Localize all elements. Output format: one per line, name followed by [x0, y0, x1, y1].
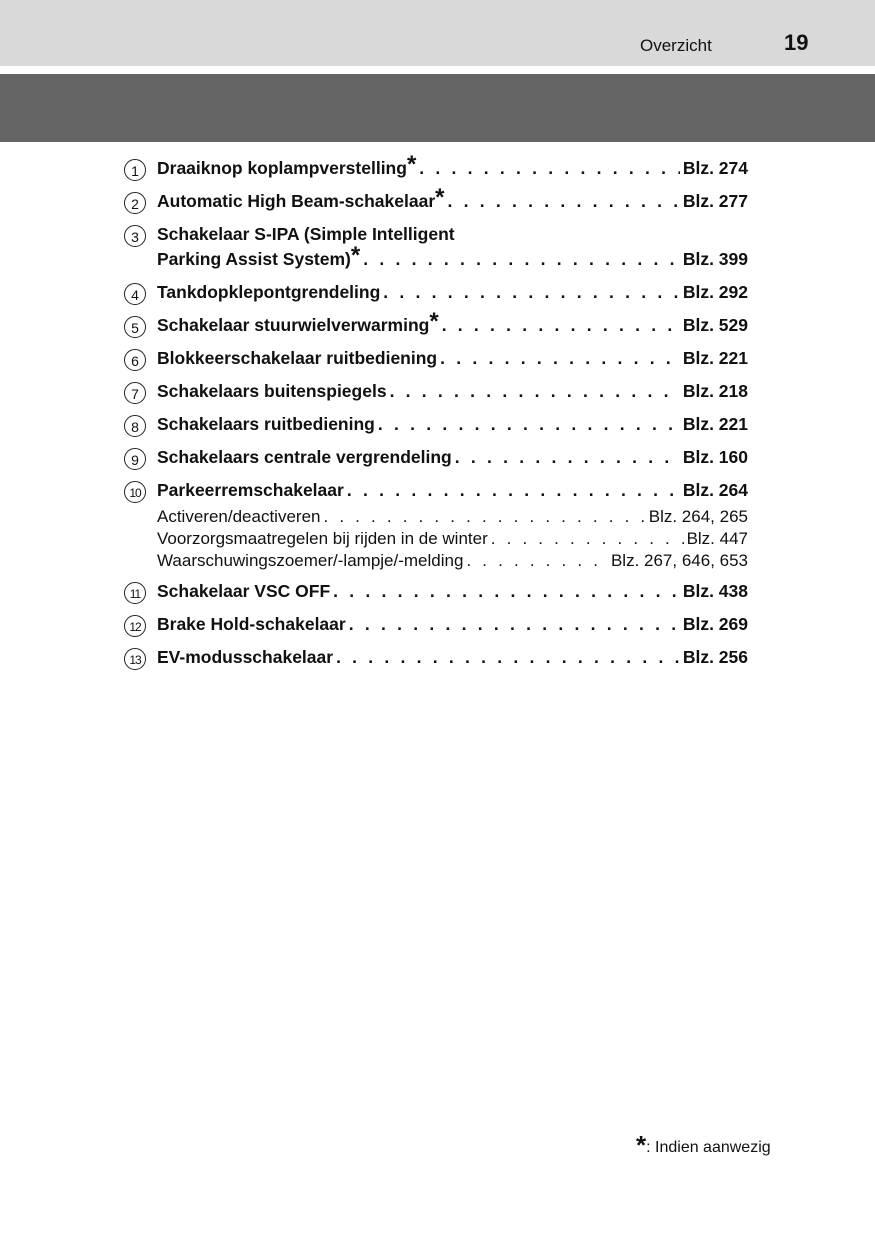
leader-dots [491, 529, 684, 549]
item-number-badge: 7 [124, 382, 146, 404]
leader-dots [378, 414, 680, 435]
sub-page-reference: Blz. 264, 265 [648, 507, 748, 526]
entry-title-line2: Parking Assist System) [157, 249, 351, 269]
page-reference: Blz. 292 [682, 282, 748, 302]
leader-dots [349, 614, 680, 635]
leader-dots [466, 551, 608, 571]
page-reference: Blz. 529 [682, 315, 748, 335]
item-number-badge: 10 [124, 481, 146, 503]
section-title: Overzicht [640, 36, 712, 55]
item-number-badge: 8 [124, 415, 146, 437]
entry-title: Tankdopklepontgrendeling [157, 282, 381, 302]
page-reference: Blz. 221 [682, 414, 748, 434]
leader-dots [419, 158, 680, 179]
entry-title: EV-modusschakelaar [157, 647, 334, 667]
sub-entry [157, 551, 748, 571]
leader-dots [455, 447, 680, 468]
entry-title: Draaiknop koplampverstelling [157, 158, 407, 178]
entry-title: Brake Hold-schakelaar [157, 614, 346, 634]
item-number-badge: 12 [124, 615, 146, 637]
page-reference: Blz. 218 [682, 381, 748, 401]
page-reference: Blz. 221 [682, 348, 748, 368]
entry-title: Schakelaar stuurwielverwarming [157, 315, 430, 335]
page-reference: Blz. 277 [682, 191, 748, 211]
leader-dots [323, 507, 645, 527]
entry-title-line1: Schakelaar S-IPA (Simple Intelligent [157, 224, 455, 244]
sub-entry-title: Voorzorgsmaatregelen bij rijden in de winter [157, 529, 488, 548]
leader-dots [390, 381, 680, 402]
leader-dots [383, 282, 680, 303]
leader-dots [440, 348, 680, 369]
entry-title: Schakelaar VSC OFF [157, 581, 331, 601]
page-reference: Blz. 264 [682, 480, 748, 500]
sub-page-reference: Blz. 447 [686, 529, 748, 548]
sub-entry-title: Waarschuwingszoemer/-lampje/-melding [157, 551, 464, 570]
page-reference: Blz. 269 [682, 614, 748, 634]
page-reference: Blz. 274 [682, 158, 748, 178]
item-number-badge: 5 [124, 316, 146, 338]
leader-dots [336, 647, 680, 668]
footnote [636, 1128, 771, 1159]
header-band [0, 74, 875, 142]
item-number-badge: 1 [124, 159, 146, 181]
item-number-badge: 9 [124, 448, 146, 470]
item-number-badge: 11 [124, 582, 146, 604]
entry-title: Schakelaars ruitbediening [157, 414, 375, 434]
item-number-badge: 3 [124, 225, 146, 247]
item-number-badge: 2 [124, 192, 146, 214]
page-reference: Blz. 256 [682, 647, 748, 667]
leader-dots [333, 581, 680, 602]
leader-dots [448, 191, 680, 212]
item-number-badge: 6 [124, 349, 146, 371]
footnote-text: : Indien aanwezig [646, 1139, 771, 1156]
leader-dots [363, 249, 680, 270]
leader-dots [347, 480, 680, 501]
footnote-asterisk: * [636, 1130, 647, 1160]
sub-page-reference: Blz. 267, 646, 653 [610, 551, 748, 570]
item-number-badge: 4 [124, 283, 146, 305]
sub-entry [157, 529, 748, 549]
entry-title: Parkeerremschakelaar [157, 480, 344, 500]
page-number: 19 [784, 30, 809, 55]
leader-dots [442, 315, 680, 336]
sub-entry-title: Activeren/deactiveren [157, 507, 321, 526]
entry-title: Blokkeerschakelaar ruitbediening [157, 348, 438, 368]
entry-title: Schakelaars centrale vergrendeling [157, 447, 452, 467]
item-number-badge: 13 [124, 648, 146, 670]
entry-title: Schakelaars buitenspiegels [157, 381, 387, 401]
entry-title: Automatic High Beam-schakelaar [157, 191, 436, 211]
page-reference: Blz. 160 [682, 447, 748, 467]
page-header [0, 0, 875, 66]
page-reference: Blz. 438 [682, 581, 748, 601]
sub-entry [157, 507, 748, 527]
page-reference: Blz. 399 [682, 249, 748, 269]
